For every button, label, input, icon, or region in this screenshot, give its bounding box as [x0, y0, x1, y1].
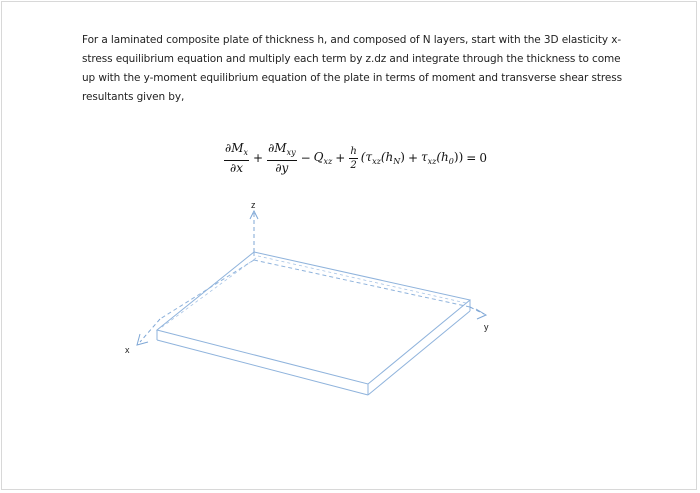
- q-subscript: xz: [323, 157, 333, 166]
- q-symbol: Q: [313, 150, 324, 164]
- problem-line: For a laminated composite plate of thickness h, and composed of N layers, start with the 3D elasticity x-: [82, 34, 622, 46]
- z-axis: [250, 211, 258, 252]
- y-axis: [470, 307, 486, 319]
- plus-operator: +: [335, 151, 346, 165]
- frac2-numerator: ∂M: [268, 140, 287, 155]
- tau1-argument-sub: N: [393, 157, 401, 166]
- plus-operator: +: [407, 151, 418, 165]
- layer-lines: [162, 256, 466, 327]
- frac1-denominator: ∂x: [230, 160, 243, 175]
- tau1-argument: (h: [380, 150, 394, 164]
- x-axis-arrow-icon: [137, 334, 148, 345]
- frac2-denominator: ∂y: [275, 160, 289, 175]
- equals-operator: =: [466, 151, 477, 165]
- tau-bottom-term: $\tau_{xz}(h_0)$): [421, 150, 464, 166]
- plate-edge: [368, 311, 470, 395]
- tau2-symbol: τ: [421, 150, 428, 164]
- minus-operator: −: [300, 151, 311, 165]
- tau1-subscript: xz: [372, 157, 381, 166]
- half-denominator: 2: [350, 159, 357, 171]
- rhs-zero: 0: [479, 151, 487, 165]
- tau1-symbol: (τ: [360, 150, 373, 164]
- plus-operator: +: [253, 151, 264, 165]
- frac1-numerator-sub: x: [243, 147, 249, 157]
- tau2-argument: (h: [436, 150, 449, 164]
- tau2-subscript: xz: [427, 157, 437, 166]
- frac1-numerator: ∂M: [225, 140, 244, 155]
- z-axis-label: z: [251, 200, 256, 210]
- y-axis-label: y: [484, 322, 489, 332]
- problem-line: resultants given by,: [82, 91, 185, 103]
- tau-top-term: ($\tau_{xz}(h_N)$: [360, 150, 405, 166]
- frac2-numerator-sub: xy: [286, 147, 296, 157]
- problem-line: stress equilibrium equation and multiply each term by z.dz and integrate through the thickness to come: [82, 53, 621, 65]
- problem-line: up with the y-moment equilibrium equation of the plate in terms of moment and transverse shear stress: [82, 72, 622, 84]
- hidden-edge: [254, 260, 470, 307]
- tau2-argument-sub: 0: [448, 157, 454, 166]
- hidden-edges: [160, 252, 470, 319]
- plate-edge: [157, 340, 368, 395]
- half-numerator: h: [350, 145, 357, 157]
- plate-top-face: [157, 252, 470, 384]
- x-axis-label: x: [125, 345, 130, 355]
